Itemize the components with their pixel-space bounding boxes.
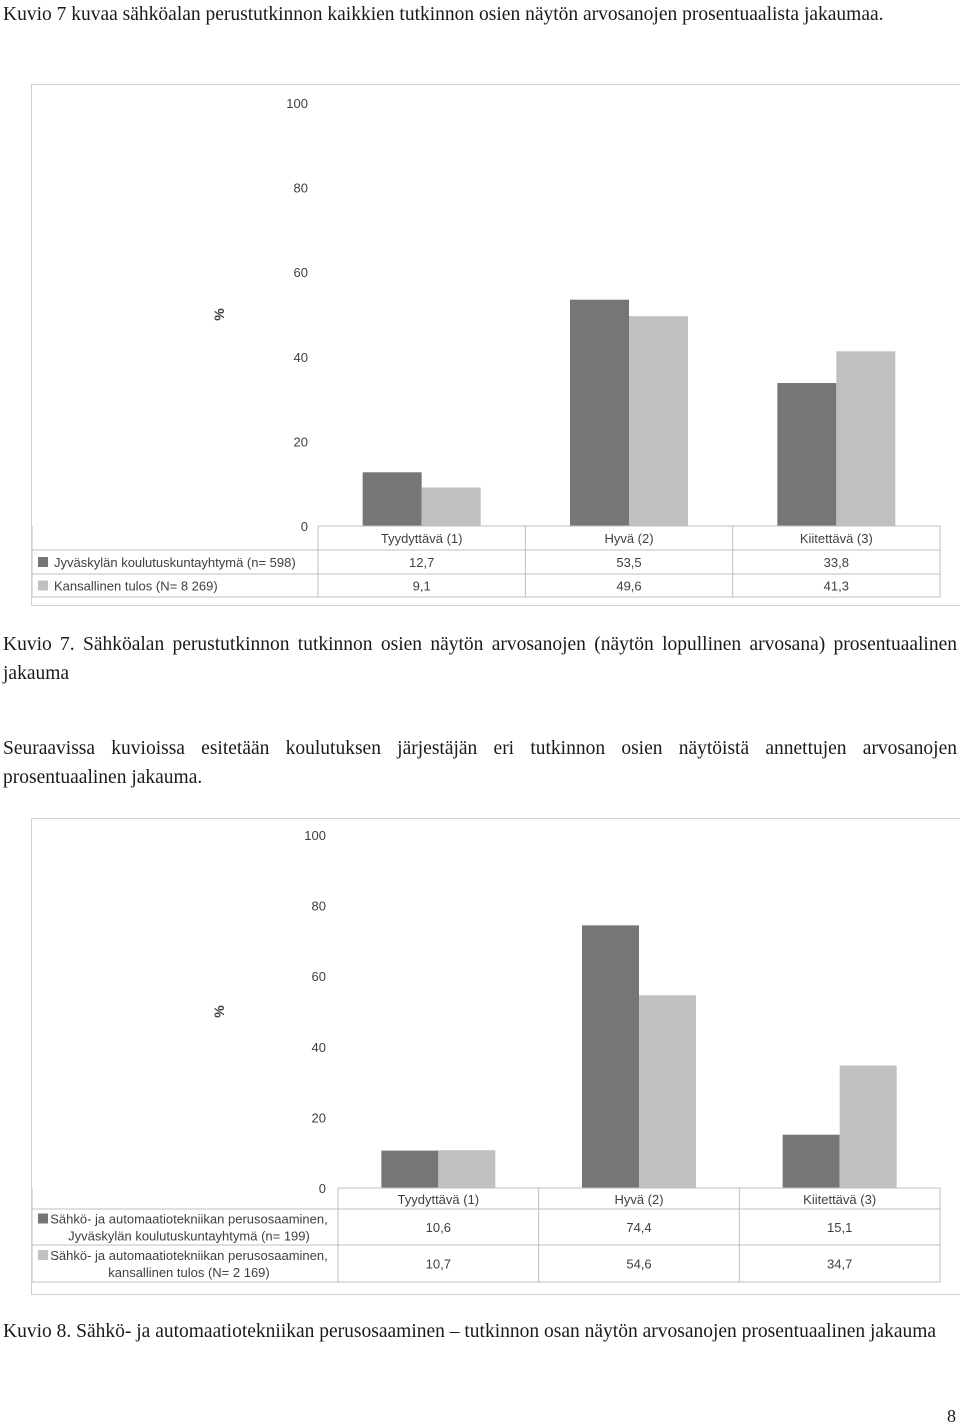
category-label: Hyvä (2) [614, 1192, 664, 1207]
legend-label: Kansallinen tulos (N= 8 269) [54, 578, 218, 594]
bar [639, 995, 696, 1188]
data-label: 49,6 [616, 578, 642, 594]
bar [422, 488, 481, 526]
bar [629, 316, 688, 526]
y-tick-label: 80 [293, 180, 308, 196]
data-label: 74,4 [626, 1220, 652, 1235]
data-label: 15,1 [827, 1220, 853, 1235]
data-label: 41,3 [823, 578, 849, 594]
data-label: 10,6 [425, 1220, 451, 1235]
bar [438, 1150, 495, 1188]
y-tick-label: 80 [311, 898, 326, 914]
y-tick-label: 40 [293, 349, 308, 365]
bar [570, 300, 629, 526]
y-axis-label: % [211, 1005, 227, 1018]
legend-label: kansallinen tulos (N= 2 169) [108, 1265, 270, 1280]
category-label: Kiitettävä (3) [803, 1192, 877, 1207]
data-label: 12,7 [409, 555, 435, 570]
chart-7 [32, 85, 960, 605]
chart-7-frame [31, 84, 960, 606]
data-label: 9,1 [412, 578, 431, 594]
legend-swatch [38, 1214, 48, 1224]
figure-8-caption: Kuvio 8. Sähkö- ja automaatiotekniikan perusosaaminen – tutkinnon osan näytön arvosanojen prosentuaalinen jakauma [3, 1321, 937, 1342]
chart-8-frame [31, 818, 960, 1295]
legend-label: Sähkö- ja automaatiotekniikan perusosaaminen, [50, 1248, 328, 1263]
data-label: 10,7 [425, 1256, 451, 1272]
category-label: Kiitettävä (3) [799, 531, 873, 546]
figure-7-caption: Kuvio 7. Sähköalan perustutkinnon tutkinnon osien näytön arvosanojen (näytön lopullinen arvosana) prosentuaalinen jakauma [3, 634, 957, 684]
y-axis-label: % [211, 308, 227, 321]
data-label: 34,7 [827, 1256, 853, 1272]
bar [836, 351, 895, 526]
y-tick-label: 20 [293, 434, 308, 450]
bar [783, 1135, 840, 1188]
data-label: 33,8 [823, 555, 849, 570]
y-tick-label: 20 [311, 1110, 326, 1126]
y-tick-label: 100 [304, 828, 326, 843]
data-label: 53,5 [616, 555, 642, 570]
legend-swatch [38, 557, 48, 567]
legend-swatch [38, 581, 48, 591]
chart-8 [32, 819, 960, 1294]
category-label: Hyvä (2) [604, 531, 654, 546]
legend-swatch [38, 1250, 48, 1260]
bar [840, 1066, 897, 1188]
legend-label: Sähkö- ja automaatiotekniikan perusosaaminen, [50, 1211, 328, 1227]
bar [363, 472, 422, 526]
legend-label: Jyväskylän koulutuskuntayhtymä (n= 598) [54, 555, 296, 570]
category-label: Tyydyttävä (1) [380, 531, 463, 546]
data-label: 54,6 [626, 1256, 652, 1272]
y-tick-label: 60 [293, 265, 308, 281]
bar [777, 383, 836, 526]
paragraph-text: Seuraavissa kuvioissa esitetään koulutuksen järjestäjän eri tutkinnon osien näytöistä annettujen arvosanojen prosentuaalinen jakauma. [3, 738, 957, 788]
bar [381, 1151, 438, 1188]
legend-label: Jyväskylän koulutuskuntayhtymä (n= 199) [68, 1228, 310, 1244]
bar [582, 925, 639, 1188]
intro-text: Kuvio 7 kuvaa sähköalan perustutkinnon kaikkien tutkinnon osien näytön arvosanojen prosentuaalista jakaumaa. [3, 4, 884, 25]
y-tick-label: 0 [300, 519, 308, 534]
y-tick-label: 60 [311, 969, 326, 985]
page-number: 8 [947, 1406, 956, 1426]
y-tick-label: 100 [286, 96, 308, 111]
y-tick-label: 0 [318, 1181, 326, 1196]
category-label: Tyydyttävä (1) [397, 1192, 480, 1207]
y-tick-label: 40 [311, 1039, 326, 1055]
